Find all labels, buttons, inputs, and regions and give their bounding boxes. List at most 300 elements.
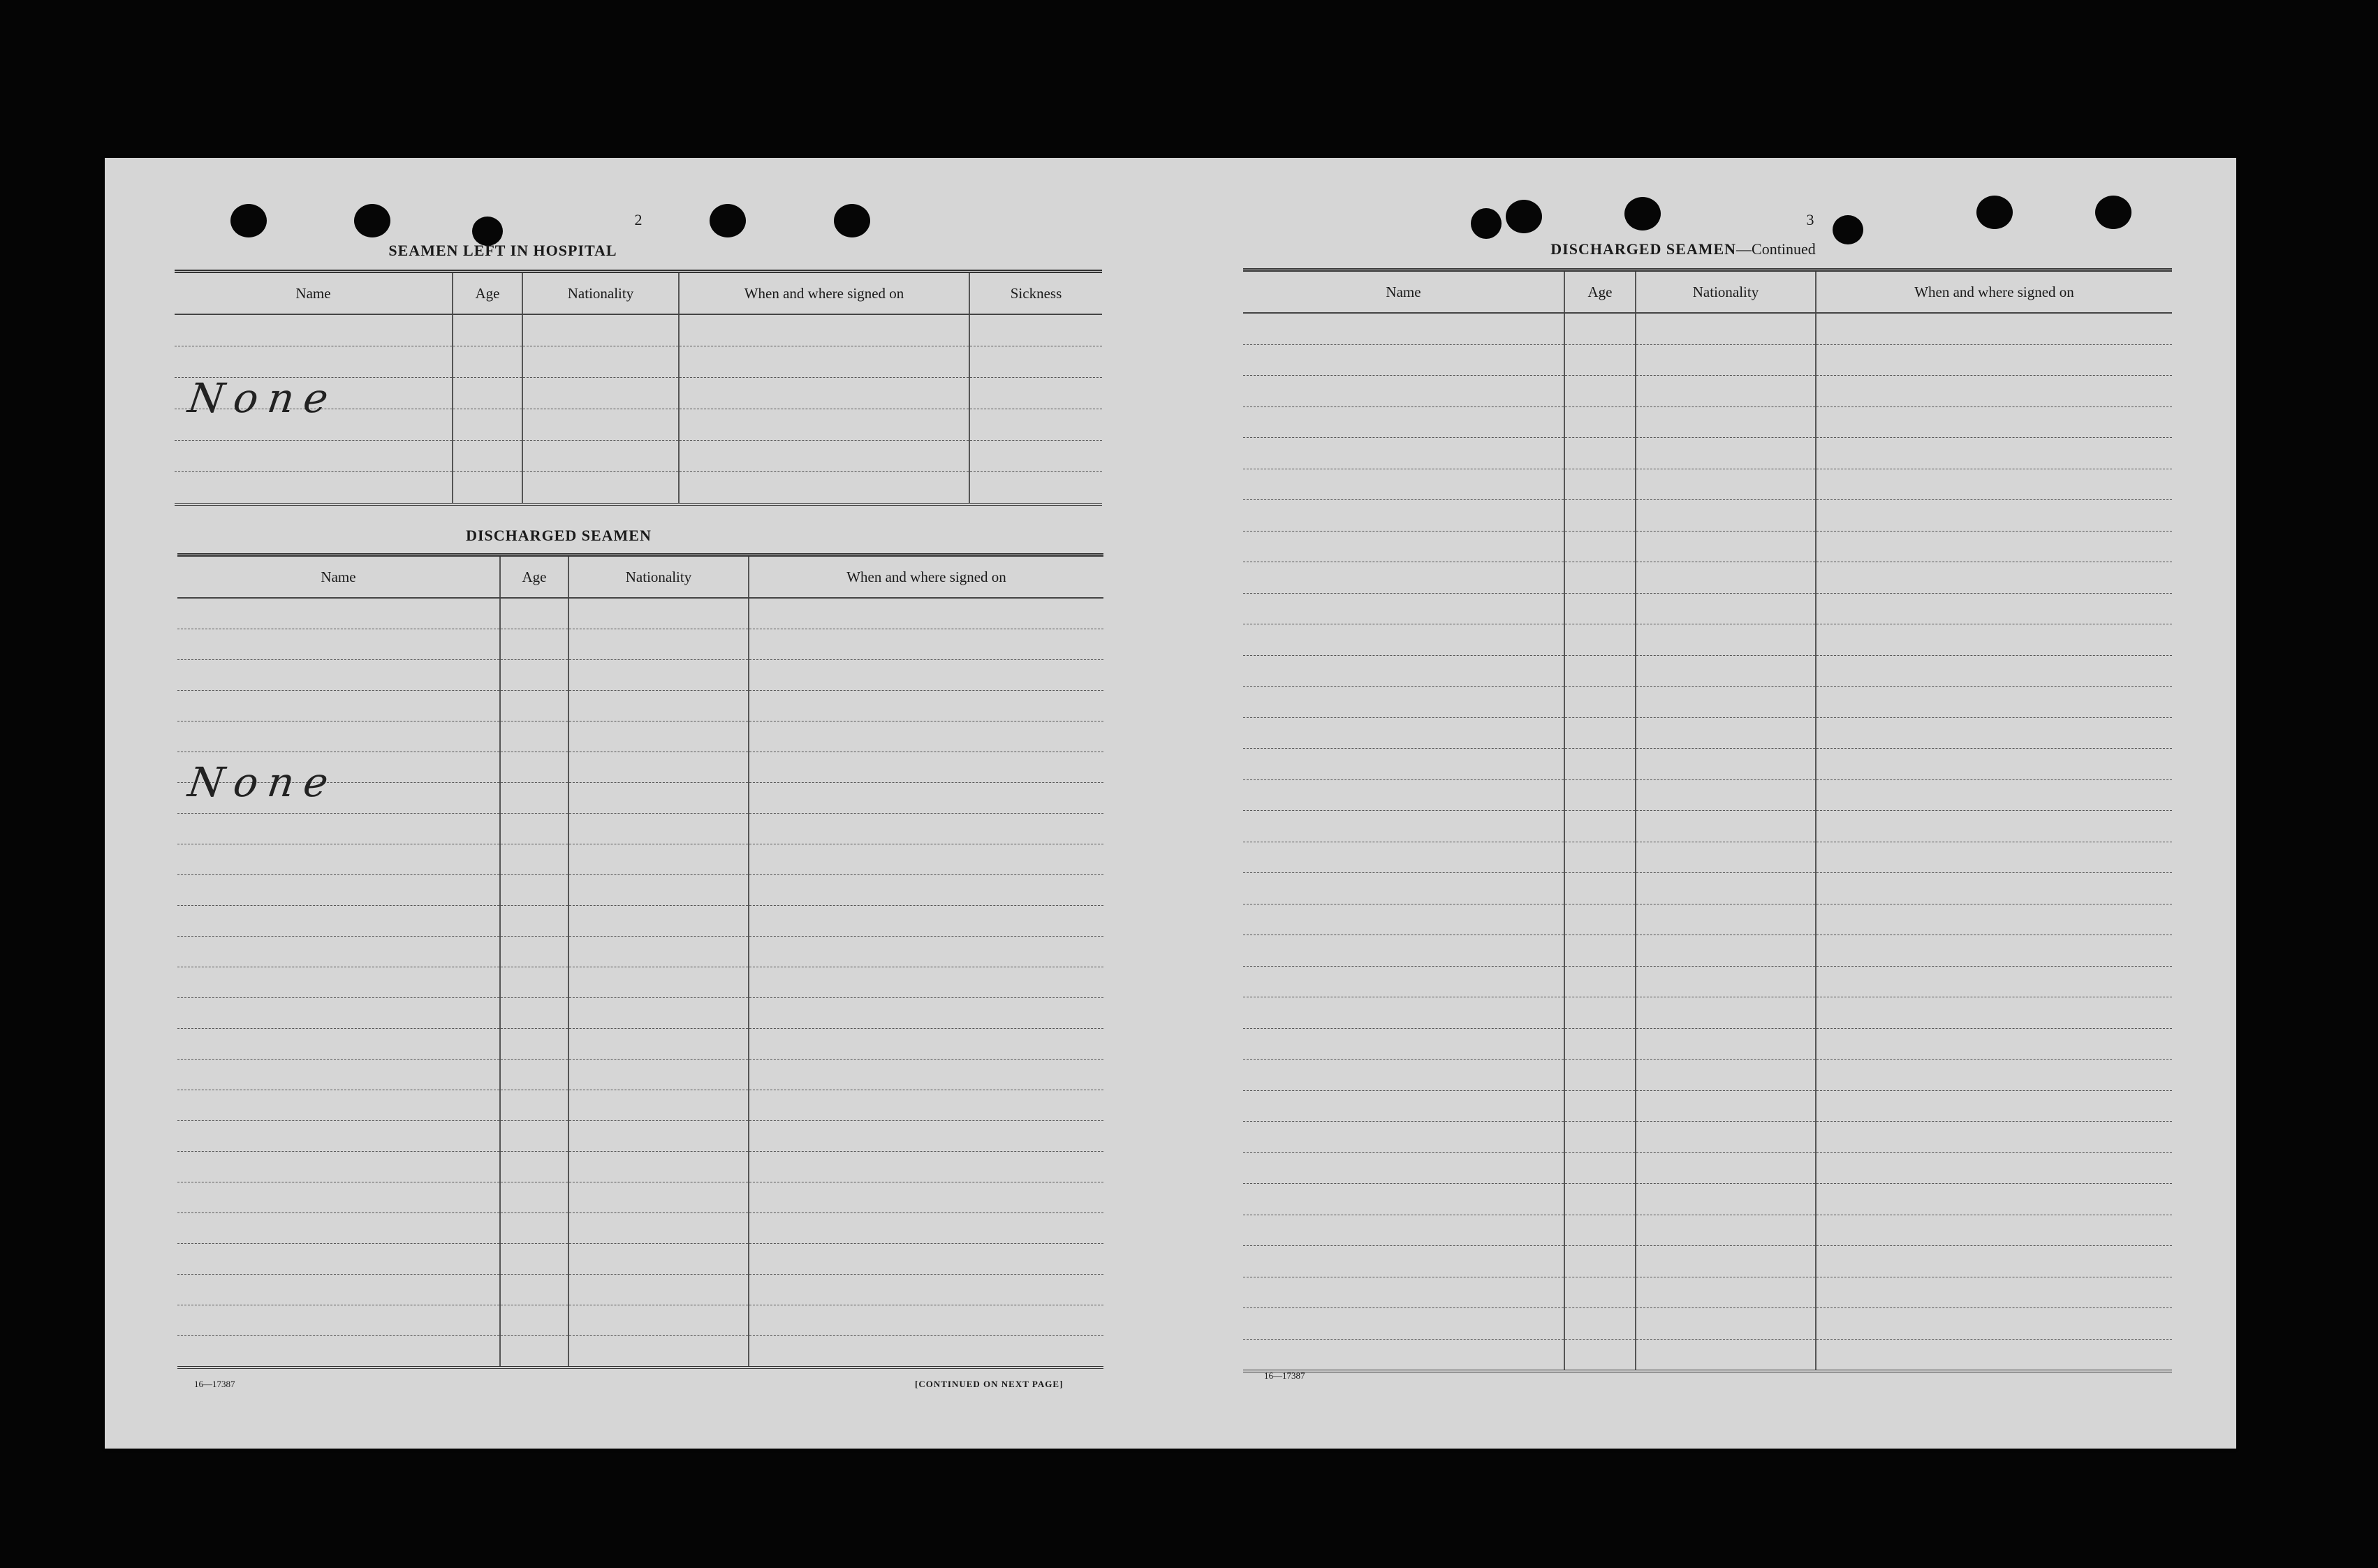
table-cell: [568, 752, 749, 783]
table-cell: [177, 598, 500, 629]
table-cell: [749, 998, 1103, 1029]
table-cell: [749, 783, 1103, 814]
table-cell: [679, 441, 969, 472]
table-row: [1243, 531, 2172, 562]
table-row: [1243, 873, 2172, 904]
table-cell: [749, 1182, 1103, 1213]
table-cell: [1564, 717, 1636, 749]
table-cell: [177, 721, 500, 752]
table-cell: [500, 1152, 568, 1182]
table-row: [1243, 1028, 2172, 1060]
table-cell: [568, 1213, 749, 1244]
table-cell: [679, 409, 969, 441]
table-cell: [453, 346, 522, 378]
table-cell: [177, 1152, 500, 1182]
table-cell: [522, 378, 679, 409]
table-cell: [1636, 1308, 1816, 1340]
column-header-signed-on: When and where signed on: [749, 555, 1103, 599]
table-cell: [1243, 562, 1564, 594]
table-cell: [1816, 562, 2172, 594]
table-cell: [568, 875, 749, 906]
table-cell: [1816, 1246, 2172, 1277]
table-row: [1243, 1246, 2172, 1277]
column-header-name: Name: [1243, 270, 1564, 314]
table-row: [1243, 344, 2172, 376]
table-cell: [568, 783, 749, 814]
table-cell: [177, 906, 500, 937]
table-cell: [1636, 655, 1816, 687]
table-cell: [1636, 1215, 1816, 1246]
table-cell: [679, 346, 969, 378]
table-cell: [1636, 624, 1816, 656]
table-cell: [1564, 1308, 1636, 1340]
table-cell: [1636, 873, 1816, 904]
table-cell: [749, 875, 1103, 906]
table-cell: [749, 1029, 1103, 1060]
column-header-nationality: Nationality: [522, 272, 679, 315]
discharged-table: [177, 553, 1103, 1369]
table-cell: [500, 598, 568, 629]
table-cell: [568, 721, 749, 752]
table-cell: [1243, 687, 1564, 718]
table-cell: [1243, 842, 1564, 873]
table-cell: [177, 691, 500, 721]
table-cell: [749, 629, 1103, 660]
table-cell: [177, 1244, 500, 1275]
table-cell: [177, 1060, 500, 1090]
table-cell: [679, 472, 969, 505]
table-cell: [1564, 1277, 1636, 1308]
table-row: [1243, 811, 2172, 842]
table-cell: [1243, 438, 1564, 469]
table-cell: [1564, 655, 1636, 687]
table-cell: [1816, 873, 2172, 904]
table-cell: [568, 660, 749, 691]
table-cell: [500, 937, 568, 967]
table-cell: [1816, 1184, 2172, 1215]
table-cell: [1816, 655, 2172, 687]
table-cell: [1243, 935, 1564, 967]
table-cell: [1243, 469, 1564, 500]
table-cell: [1564, 562, 1636, 594]
table-cell: [1243, 624, 1564, 656]
table-cell: [568, 598, 749, 629]
table-cell: [568, 1121, 749, 1152]
table-cell: [969, 441, 1102, 472]
table-cell: [1636, 1184, 1816, 1215]
table-cell: [1564, 469, 1636, 500]
table-cell: [177, 1275, 500, 1305]
table-row: [177, 1213, 1103, 1244]
table-row: [175, 441, 1102, 472]
table-cell: [177, 844, 500, 875]
table-cell: [177, 1336, 500, 1368]
table-cell: [1816, 1122, 2172, 1153]
table-cell: [1816, 1215, 2172, 1246]
table-row: [1243, 1122, 2172, 1153]
table-row: [177, 721, 1103, 752]
table-cell: [1564, 344, 1636, 376]
table-row: [1243, 469, 2172, 500]
column-header-age: Age: [1564, 270, 1636, 314]
table-cell: [1816, 624, 2172, 656]
table-row: [1243, 562, 2172, 594]
table-cell: [1636, 344, 1816, 376]
table-cell: [177, 875, 500, 906]
table-cell: [1636, 717, 1816, 749]
table-cell: [177, 1182, 500, 1213]
table-row: [1243, 1152, 2172, 1184]
table-cell: [1243, 313, 1564, 344]
table-row: [1243, 1215, 2172, 1246]
table-cell: [1564, 593, 1636, 624]
table-cell: [1816, 966, 2172, 997]
table-cell: [1243, 1246, 1564, 1277]
table-cell: [1816, 593, 2172, 624]
table-cell: [500, 844, 568, 875]
table-cell: [749, 1152, 1103, 1182]
table-cell: [1816, 469, 2172, 500]
table-row: [177, 937, 1103, 967]
table-row: [175, 472, 1102, 505]
table-cell: [177, 1029, 500, 1060]
table-cell: [500, 629, 568, 660]
table-cell: [453, 441, 522, 472]
table-cell: [1243, 344, 1564, 376]
table-cell: [749, 814, 1103, 844]
table-cell: [1816, 904, 2172, 935]
table-cell: [522, 441, 679, 472]
table-cell: [1243, 1215, 1564, 1246]
table-cell: [568, 1029, 749, 1060]
table-cell: [1636, 779, 1816, 811]
table-cell: [1564, 1090, 1636, 1122]
table-row: [1243, 966, 2172, 997]
table-row: [177, 1060, 1103, 1090]
table-cell: [1564, 376, 1636, 407]
table-cell: [568, 691, 749, 721]
table-cell: [500, 1182, 568, 1213]
table-cell: [1564, 1152, 1636, 1184]
table-cell: [1564, 873, 1636, 904]
table-cell: [522, 409, 679, 441]
left-page: [175, 158, 1103, 1449]
table-cell: [522, 472, 679, 505]
table-cell: [749, 691, 1103, 721]
table-cell: [1816, 1060, 2172, 1091]
table-row: [177, 691, 1103, 721]
table-cell: [749, 1244, 1103, 1275]
table-cell: [177, 629, 500, 660]
table-cell: [568, 1305, 749, 1336]
table-row: [1243, 406, 2172, 438]
table-cell: [1816, 313, 2172, 344]
table-cell: [177, 1213, 500, 1244]
table-cell: [749, 598, 1103, 629]
discharged-continued-table: [1243, 268, 2172, 1372]
discharged-section-title: DISCHARGED SEAMEN: [466, 527, 652, 544]
table-row: [177, 629, 1103, 660]
table-cell: [1243, 1060, 1564, 1091]
table-cell: [453, 409, 522, 441]
table-cell: [1636, 966, 1816, 997]
table-cell: [568, 1336, 749, 1368]
table-cell: [500, 1029, 568, 1060]
table-cell: [1564, 1339, 1636, 1371]
table-cell: [1636, 749, 1816, 780]
table-row: [1243, 842, 2172, 873]
table-cell: [969, 378, 1102, 409]
table-cell: [1816, 1339, 2172, 1371]
table-cell: [1636, 406, 1816, 438]
table-row: [1243, 1060, 2172, 1091]
table-cell: [749, 1305, 1103, 1336]
table-row: [177, 906, 1103, 937]
table-row: [1243, 1184, 2172, 1215]
table-cell: [1636, 469, 1816, 500]
table-cell: [1636, 593, 1816, 624]
table-cell: [500, 1121, 568, 1152]
table-cell: [749, 967, 1103, 998]
table-cell: [749, 937, 1103, 967]
table-cell: [500, 906, 568, 937]
table-cell: [1243, 1308, 1564, 1340]
table-cell: [568, 844, 749, 875]
table-cell: [568, 814, 749, 844]
table-cell: [1243, 997, 1564, 1029]
table-cell: [177, 937, 500, 967]
table-row: [177, 1182, 1103, 1213]
table-cell: [568, 967, 749, 998]
table-cell: [1816, 749, 2172, 780]
form-number: 16—17387: [194, 1379, 235, 1389]
table-cell: [749, 1060, 1103, 1090]
table-cell: [175, 346, 453, 378]
table-cell: [1564, 1246, 1636, 1277]
table-cell: [177, 814, 500, 844]
table-cell: [749, 721, 1103, 752]
table-cell: [1636, 1277, 1816, 1308]
table-cell: [568, 1090, 749, 1121]
table-cell: [568, 1275, 749, 1305]
table-row: [1243, 313, 2172, 344]
continued-note: [CONTINUED ON NEXT PAGE]: [915, 1379, 1064, 1389]
table-cell: [177, 1121, 500, 1152]
table-cell: [1243, 655, 1564, 687]
handwritten-none-discharged: None: [185, 759, 342, 806]
table-cell: [175, 314, 453, 346]
table-row: [177, 1029, 1103, 1060]
column-header-signed-on: When and where signed on: [1816, 270, 2172, 314]
table-cell: [1636, 313, 1816, 344]
table-cell: [500, 721, 568, 752]
table-row: [1243, 1277, 2172, 1308]
table-row: [177, 844, 1103, 875]
table-cell: [500, 660, 568, 691]
table-cell: [1564, 811, 1636, 842]
column-header-age: Age: [453, 272, 522, 315]
table-cell: [1243, 966, 1564, 997]
table-cell: [1636, 687, 1816, 718]
table-row: [175, 314, 1102, 346]
table-cell: [1564, 779, 1636, 811]
table-cell: [568, 1152, 749, 1182]
table-cell: [1564, 406, 1636, 438]
table-cell: [175, 472, 453, 505]
table-cell: [1816, 1090, 2172, 1122]
table-cell: [1636, 811, 1816, 842]
table-cell: [1564, 438, 1636, 469]
column-header-signed-on: When and where signed on: [679, 272, 969, 315]
table-cell: [1636, 1246, 1816, 1277]
table-cell: [1636, 904, 1816, 935]
table-row: [1243, 624, 2172, 656]
table-cell: [1636, 500, 1816, 532]
table-cell: [1564, 1028, 1636, 1060]
table-cell: [1816, 935, 2172, 967]
table-cell: [1636, 1152, 1816, 1184]
table-cell: [1816, 500, 2172, 532]
table-cell: [500, 783, 568, 814]
table-cell: [749, 844, 1103, 875]
table-cell: [1564, 687, 1636, 718]
table-cell: [175, 441, 453, 472]
table-cell: [568, 1244, 749, 1275]
column-header-nationality: Nationality: [1636, 270, 1816, 314]
table-cell: [1243, 500, 1564, 532]
table-cell: [1243, 1090, 1564, 1122]
table-cell: [1564, 313, 1636, 344]
table-row: [177, 1090, 1103, 1121]
table-cell: [1816, 438, 2172, 469]
table-cell: [679, 314, 969, 346]
table-cell: [177, 660, 500, 691]
table-cell: [1243, 717, 1564, 749]
table-cell: [1564, 1215, 1636, 1246]
table-cell: [1816, 997, 2172, 1029]
table-cell: [177, 998, 500, 1029]
table-cell: [1636, 1028, 1816, 1060]
table-row: [177, 875, 1103, 906]
table-cell: [1816, 717, 2172, 749]
table-cell: [177, 1305, 500, 1336]
hospital-section-title: SEAMEN LEFT IN HOSPITAL: [388, 242, 617, 259]
discharged-rows: [177, 598, 1103, 1368]
table-cell: [500, 1305, 568, 1336]
table-row: [177, 998, 1103, 1029]
discharged-continued-title: [1474, 240, 1893, 258]
table-cell: [1243, 779, 1564, 811]
table-cell: [1636, 1090, 1816, 1122]
table-cell: [1636, 1060, 1816, 1091]
table-cell: [522, 346, 679, 378]
table-cell: [1816, 344, 2172, 376]
table-cell: [1816, 687, 2172, 718]
table-row: [1243, 655, 2172, 687]
table-row: [1243, 438, 2172, 469]
table-row: [177, 814, 1103, 844]
column-header-name: Name: [177, 555, 500, 599]
table-cell: [177, 1090, 500, 1121]
column-header-age: Age: [500, 555, 568, 599]
table-cell: [749, 1090, 1103, 1121]
handwritten-none-hospital: None: [185, 374, 342, 422]
table-cell: [1816, 1308, 2172, 1340]
table-cell: [969, 346, 1102, 378]
table-cell: [1243, 1122, 1564, 1153]
table-row: [1243, 717, 2172, 749]
table-cell: [1816, 811, 2172, 842]
table-cell: [1816, 376, 2172, 407]
table-cell: [1816, 1028, 2172, 1060]
discharged-continued-rows: [1243, 313, 2172, 1371]
table-row: [1243, 935, 2172, 967]
table-cell: [1636, 1339, 1816, 1371]
table-cell: [749, 1121, 1103, 1152]
table-cell: [1564, 1060, 1636, 1091]
table-row: [177, 967, 1103, 998]
table-row: [177, 660, 1103, 691]
table-cell: [1243, 1028, 1564, 1060]
table-cell: [1636, 438, 1816, 469]
page-number: 2: [634, 211, 643, 228]
table-cell: [568, 629, 749, 660]
table-cell: [1243, 749, 1564, 780]
table-cell: [1243, 593, 1564, 624]
table-cell: [453, 378, 522, 409]
table-cell: [1816, 779, 2172, 811]
table-cell: [568, 1182, 749, 1213]
table-row: [1243, 593, 2172, 624]
table-cell: [1636, 562, 1816, 594]
right-page: [1243, 158, 2182, 1449]
table-row: [1243, 904, 2172, 935]
table-cell: [1243, 406, 1564, 438]
table-cell: [1636, 376, 1816, 407]
table-cell: [500, 1336, 568, 1368]
table-cell: [500, 1090, 568, 1121]
table-cell: [500, 814, 568, 844]
table-cell: [1564, 904, 1636, 935]
table-cell: [749, 1336, 1103, 1368]
table-cell: [1564, 842, 1636, 873]
table-cell: [1636, 531, 1816, 562]
table-cell: [1636, 935, 1816, 967]
table-row: [1243, 1090, 2172, 1122]
table-row: [177, 1275, 1103, 1305]
table-cell: [1243, 1277, 1564, 1308]
table-cell: [749, 1213, 1103, 1244]
table-cell: [749, 1275, 1103, 1305]
table-cell: [568, 1060, 749, 1090]
column-header-nationality: Nationality: [568, 555, 749, 599]
title-suffix: —Continued: [1736, 240, 1816, 258]
table-cell: [1564, 935, 1636, 967]
form-number: 16—17387: [1264, 1370, 1305, 1381]
table-cell: [568, 937, 749, 967]
table-cell: [679, 378, 969, 409]
table-row: [1243, 376, 2172, 407]
table-cell: [1243, 904, 1564, 935]
table-cell: [1243, 1339, 1564, 1371]
table-cell: [568, 998, 749, 1029]
table-cell: [500, 1213, 568, 1244]
table-cell: [1636, 997, 1816, 1029]
table-cell: [1816, 531, 2172, 562]
table-cell: [1564, 1122, 1636, 1153]
table-cell: [1816, 406, 2172, 438]
table-cell: [969, 409, 1102, 441]
